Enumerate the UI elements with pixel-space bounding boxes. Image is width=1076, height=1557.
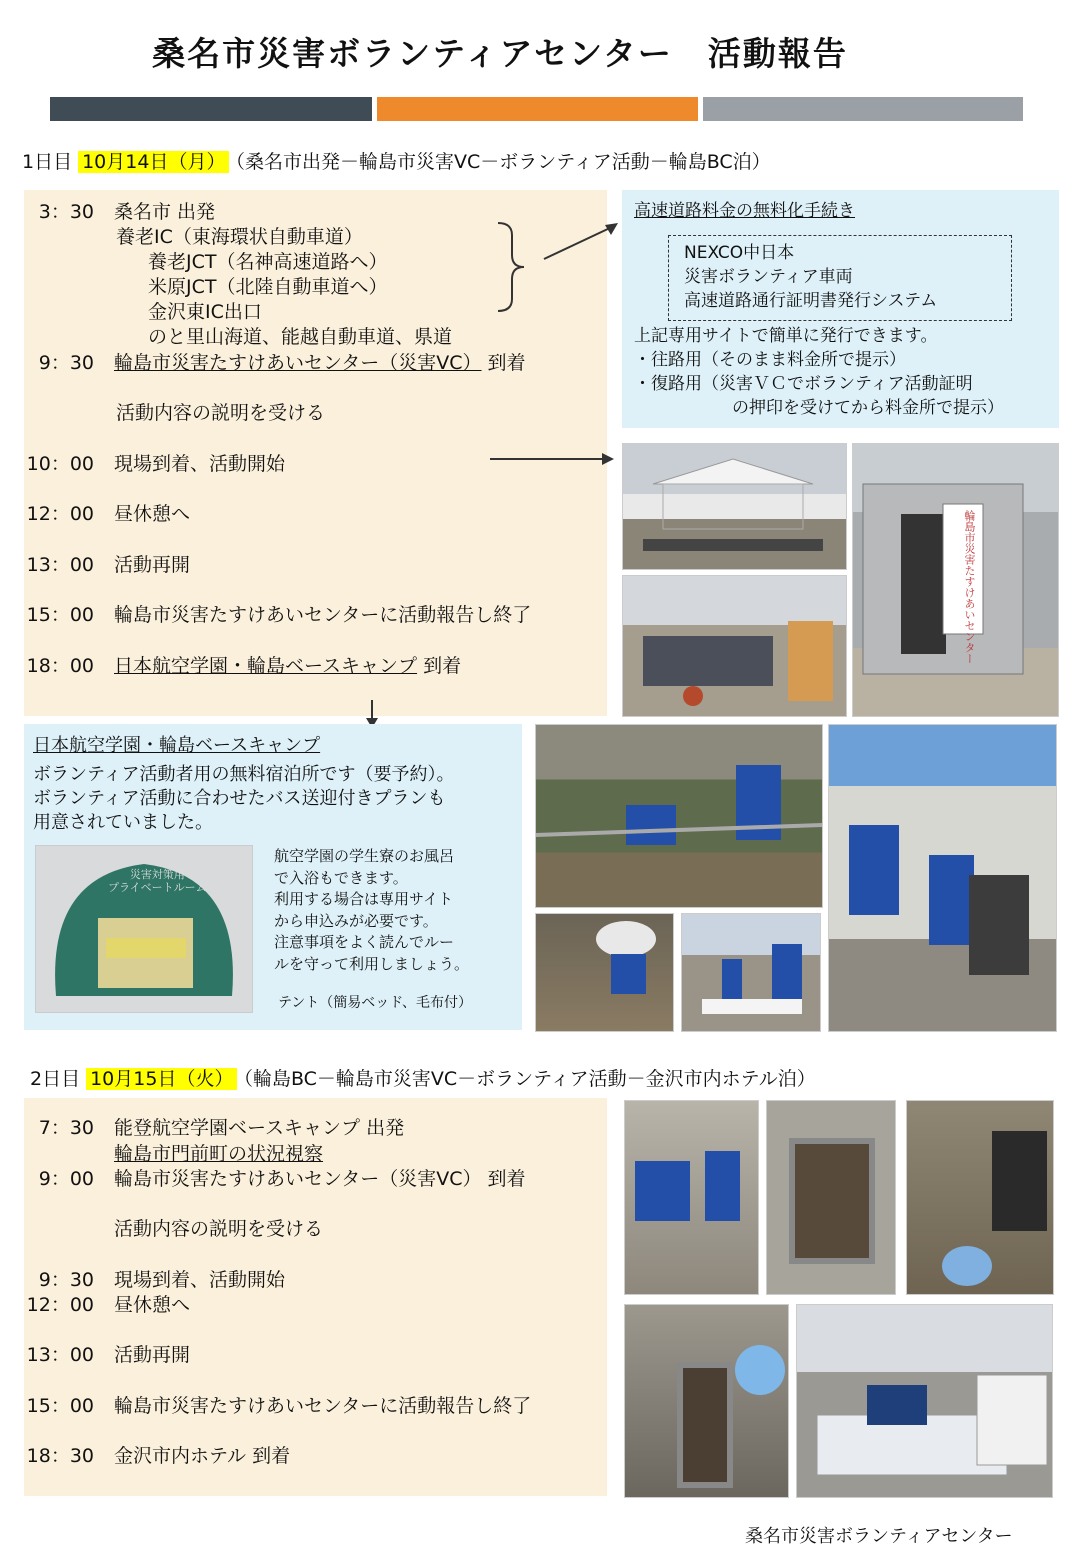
highway-heading: 高速道路料金の無料化手続き xyxy=(634,201,855,221)
basecamp-desc: ボランティア活動に合わせたバス送迎付きプランも xyxy=(33,788,446,809)
page-title: 桑名市災害ボランティアセンター 活動報告 xyxy=(152,34,848,73)
day1-row: 13：00 活動再開 xyxy=(26,554,191,576)
day2-row: 活動内容の説明を受ける xyxy=(114,1218,324,1240)
day1-row: 養老IC（東海環状自動車道） xyxy=(116,226,363,248)
day2-row: 18：30 金沢市内ホテル 到着 xyxy=(26,1445,291,1467)
route-arrows xyxy=(490,215,630,475)
photo-day2-gutter-2 xyxy=(766,1100,896,1295)
day1-row: 15：00 輪島市災害たすけあいセンターに活動報告し終了 xyxy=(26,604,532,626)
highway-line: ・復路用（災害ＶＣでボランティア活動証明 xyxy=(634,374,973,394)
day1-row: のと里山海道、能越自動車道、県道 xyxy=(148,326,453,348)
highway-box-line: 高速道路通行証明書発行システム xyxy=(684,291,938,311)
title-bar-gray xyxy=(703,97,1023,121)
vc-sign-text: 輪島市災害たすけあいセンター xyxy=(963,510,976,664)
day2-row: 9：00 輪島市災害たすけあいセンター（災害VC） 到着 xyxy=(38,1168,526,1190)
day1-row: 活動内容の説明を受ける xyxy=(116,402,326,424)
photo-digging-2 xyxy=(535,913,674,1032)
highway-line: の押印を受けてから料金所で提示） xyxy=(732,398,1004,418)
photo-vc-building xyxy=(852,443,1059,717)
day1-row: 18：00 日本航空学園・輪島ベースキャンプ 到着 xyxy=(26,655,462,677)
highway-line: 上記専用サイトで簡単に発行できます。 xyxy=(634,326,938,346)
basecamp-desc: ボランティア活動者用の無料宿泊所です（要予約）。 xyxy=(33,764,455,785)
day1-label: 1日目 xyxy=(22,151,73,173)
day1-row: 12：00 昼休憩へ xyxy=(26,503,191,525)
day2-route: （輪島BC－輪島市災害VC－ボランティア活動－金沢市内ホテル泊） xyxy=(243,1068,816,1090)
photo-tent xyxy=(35,845,253,1013)
title-bar-dark xyxy=(50,97,372,121)
day1-row: 10：00 現場到着、活動開始 xyxy=(26,453,286,475)
day1-header xyxy=(22,147,771,174)
day1-row: 9：30 輪島市災害たすけあいセンター（災害VC） 到着 xyxy=(38,352,526,374)
photo-tent-site xyxy=(622,443,847,570)
photo-work-site xyxy=(681,913,821,1032)
day2-row: 9：30 現場到着、活動開始 xyxy=(38,1269,286,1291)
highway-box-line: 災害ボランティア車両 xyxy=(684,267,853,287)
day1-route: （桑名市出発－輪島市災害VC－ボランティア活動－輪島BC泊） xyxy=(235,151,771,173)
photo-day2-truck xyxy=(796,1304,1053,1498)
photo-volunteers-cleaning xyxy=(828,724,1057,1032)
day2-row: 7：30 能登航空学園ベースキャンプ 出発 xyxy=(38,1117,405,1139)
photo-equipment xyxy=(622,575,847,717)
basecamp-note: 航空学園の学生寮のお風呂 で入浴もできます。 利用する場合は専用サイト から申込みが必要です。 注意事項をよく読んでルー ルを守って利用しましょう。 xyxy=(274,847,470,973)
day2-row: 15：00 輪島市災害たすけあいセンターに活動報告し終了 xyxy=(26,1395,532,1417)
tent-label: 災害対策用 プライベートルーム xyxy=(108,868,207,894)
arrow-line xyxy=(490,397,605,459)
photo-day2-gutter-1 xyxy=(624,1100,759,1295)
basecamp-heading: 日本航空学園・輪島ベースキャンプ xyxy=(33,735,321,756)
day2-header xyxy=(30,1064,816,1091)
day1-row: 米原JCT（北陸自動車道へ） xyxy=(148,276,388,298)
day2-row: 12：00 昼休憩へ xyxy=(26,1294,191,1316)
day2-row: 13：00 活動再開 xyxy=(26,1344,191,1366)
highway-line: ・往路用（そのまま料金所で提示） xyxy=(634,350,906,370)
photo-digging-1 xyxy=(535,724,823,908)
day2-label: 2日目 xyxy=(30,1068,81,1090)
tent-caption: テント（簡易ベッド、毛布付） xyxy=(278,995,473,1011)
day1-date: 10月14日（月） xyxy=(78,151,229,173)
day2-date: 10月15日（火） xyxy=(86,1068,237,1090)
day1-row: 養老JCT（名神高速道路へ） xyxy=(148,251,388,273)
arrow-head-icon xyxy=(602,453,614,465)
footer-organization: 桑名市災害ボランティアセンター xyxy=(745,1526,1013,1547)
basecamp-desc: 用意されていました。 xyxy=(33,812,213,833)
highway-box-line: NEXCO中日本 xyxy=(684,243,795,263)
photo-day2-gutter-3 xyxy=(906,1100,1054,1295)
photo-day2-gutter-4 xyxy=(624,1304,789,1498)
day2-row: 輪島市門前町の状況視察 xyxy=(114,1143,324,1165)
bracket-icon xyxy=(498,223,524,311)
arrow-line xyxy=(544,227,612,259)
title-bar-orange xyxy=(377,97,698,121)
day1-row: 金沢東IC出口 xyxy=(148,301,262,323)
day1-row: 3：30 桑名市 出発 xyxy=(38,201,216,223)
